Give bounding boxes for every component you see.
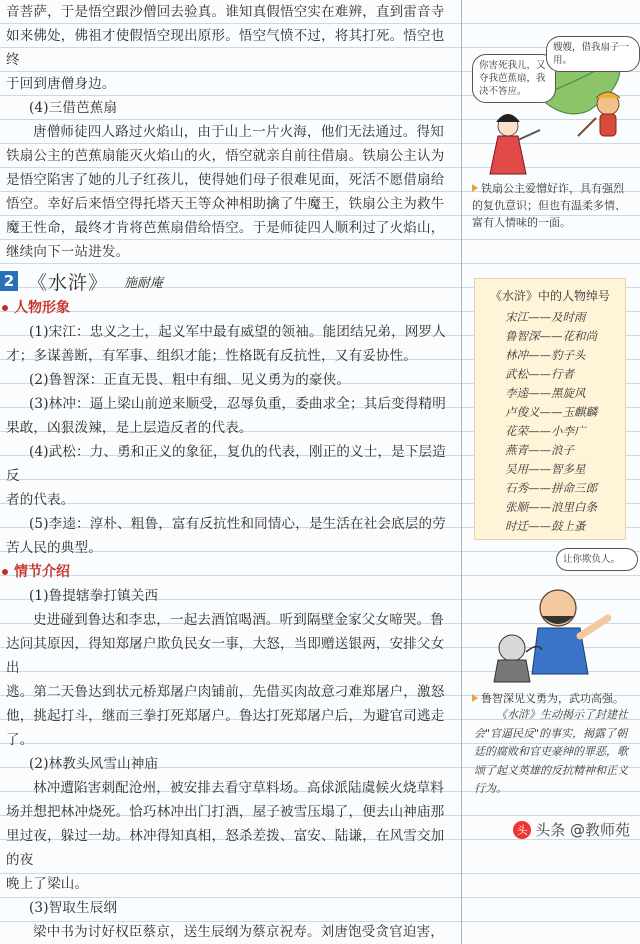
text-line: 里过夜，躲过一劫。林冲得知真相，怒杀差拨、富安、陆谦，在风雪交加的夜 bbox=[6, 828, 445, 868]
bullet-dot-icon bbox=[2, 305, 8, 311]
text-line: 晚上了梁山。 bbox=[6, 876, 89, 892]
text-line: (2)鲁智深：正直无畏、粗中有细、见义勇为的豪侠。 bbox=[28, 372, 351, 388]
caption-marker-icon bbox=[472, 694, 478, 702]
main-column bbox=[3, 0, 454, 944]
nickname-box-title: 《水浒》中的人物绰号 bbox=[489, 289, 610, 303]
book-title: 《水浒》 bbox=[28, 271, 109, 294]
section-number: 2 bbox=[0, 271, 18, 291]
nickname-item: 时迁——鼓上蚤 bbox=[505, 519, 586, 533]
text-line: 是悟空陷害了她的儿子红孩儿，使得她们母子很难见面，死活不愿借扇给 bbox=[6, 172, 445, 188]
text-line: 梁中书为讨好权臣蔡京，送生辰纲为蔡京祝寿。刘唐饱受贪官迫害， bbox=[33, 924, 444, 940]
text-line: 铁扇公主的芭蕉扇能灭火焰山的火，悟空就亲自前往借扇。铁扇公主认为 bbox=[6, 148, 445, 164]
author-name: 施耐庵 bbox=[124, 275, 164, 291]
speech-bubble-monkey: 嫂嫂，借我扇子一用。 bbox=[546, 36, 640, 72]
nickname-item: 燕青——浪子 bbox=[505, 443, 574, 457]
nickname-box bbox=[474, 278, 626, 540]
text-line: (5)李逵：淳朴、粗鲁，富有反抗性和同情心，是生活在社会底层的劳 bbox=[28, 516, 446, 532]
subheading-characters: 人物形象 bbox=[2, 296, 454, 320]
text-line: (1)宋江：忠义之士，起义军中最有威望的领袖。能团结兄弟，网罗人 bbox=[28, 324, 446, 340]
nickname-item: 花荣——小李广 bbox=[505, 424, 586, 438]
nickname-item: 林冲——豹子头 bbox=[505, 348, 586, 362]
section-heading bbox=[0, 266, 454, 296]
text-line: 音菩萨，于是悟空跟沙僧回去验真。谁知真假悟空实在难辨，直到雷音寺 bbox=[6, 4, 445, 20]
nickname-item: 张顺——浪里白条 bbox=[505, 500, 597, 514]
text-line: 唐僧师徒四人路过火焰山，由于山上一片火海，他们无法通过。得知 bbox=[33, 124, 444, 140]
nickname-item: 石秀——拼命三郎 bbox=[505, 481, 597, 495]
text-line: 于回到唐僧身边。 bbox=[6, 76, 116, 92]
subheading-plot: 情节介绍 bbox=[2, 560, 454, 584]
text-line: 果敢，凶狠泼辣，是上层造反者的代表。 bbox=[6, 420, 253, 436]
text-line: (4)武松：力、勇和正义的象征，复仇的代表，刚正的义士，是下层造反 bbox=[6, 444, 446, 484]
caption-marker-icon bbox=[472, 184, 478, 192]
toutiao-logo-icon: 头 bbox=[513, 821, 531, 839]
watermark bbox=[513, 819, 630, 840]
speech-bubble-lu: 让你欺负人。 bbox=[556, 548, 638, 571]
bullet-dot-icon bbox=[2, 569, 8, 575]
lu-zhishen-scene-icon bbox=[468, 556, 636, 684]
text-line: 苦人民的典型。 bbox=[6, 540, 102, 556]
speech-bubble-princess: 你害死我儿，又夺我芭蕉扇，我决不答应。 bbox=[472, 54, 556, 103]
caption-iron-fan: 铁扇公主爱憎好诈，具有强烈的复仇意识；但也有温柔多情、富有人情味的一面。 bbox=[472, 182, 626, 229]
item-title: (1)鲁提辖拳打镇关西 bbox=[28, 588, 159, 604]
item-title: (2)林教头风雪山神庙 bbox=[28, 756, 159, 772]
nickname-item: 武松——行者 bbox=[505, 367, 574, 381]
item-title: (3)智取生辰纲 bbox=[28, 900, 118, 916]
watermark-text: 头条 @教师苑 bbox=[535, 821, 630, 839]
text-line: 他，挑起打斗，继而三拳打死郑屠户。鲁达打死郑屠户后，为避官司逃走了。 bbox=[6, 708, 445, 748]
item-title: (4)三借芭蕉扇 bbox=[28, 100, 118, 116]
nickname-item: 卢俊义——玉麒麟 bbox=[505, 405, 597, 419]
text-line: 才；多谋善断，有军事、组织才能；性格既有反抗性，又有妥协性。 bbox=[6, 348, 417, 364]
nickname-item: 李逵——黑旋风 bbox=[505, 386, 586, 400]
text-line: 达问其原因，得知郑屠户欺负民女一事，大怒，当即赠送银两，安排父女出 bbox=[6, 636, 445, 676]
text-line: (3)林冲：逼上梁山前逆来顺受，忍辱负重，委曲求全；其后变得精明 bbox=[28, 396, 446, 412]
text-line: 逃。第二天鲁达到状元桥郑屠户肉铺前，先借买肉故意刁难郑屠户，激怒 bbox=[6, 684, 445, 700]
text-line: 悟空。幸好后来悟空得托塔天王等众神相助擒了牛魔王，铁扇公主为救牛 bbox=[6, 196, 445, 212]
text-line: 如来佛处，佛祖才使假悟空现出原形。悟空气愤不过，将其打死。悟空也终 bbox=[6, 28, 445, 68]
nickname-item: 吴用——智多星 bbox=[505, 462, 586, 476]
caption-lu-zhishen: 鲁智深见义勇为，武功高强。 bbox=[472, 690, 632, 707]
text-line: 史进碰到鲁达和李忠，一起去酒馆喝酒。听到隔壁金家父女啼哭。鲁 bbox=[33, 612, 444, 628]
nickname-list bbox=[475, 308, 625, 536]
text-line: 继续向下一站进发。 bbox=[6, 244, 130, 260]
nickname-item: 鲁智深——花和尚 bbox=[505, 329, 597, 343]
text-line: 者的代表。 bbox=[6, 492, 75, 508]
text-line: 魔王性命，最终才肯将芭蕉扇借给悟空。于是师徒四人顺利过了火焰山， bbox=[6, 220, 445, 236]
illustration-lu-zhishen bbox=[468, 556, 636, 684]
summary-note: 《水浒》生动揭示了封建社会"官逼民反"的事实，揭露了朝廷的腐败和官吏豪绅的罪恶，歌颂了起义英雄的反抗精神和正义行为。 bbox=[474, 708, 628, 795]
nickname-item: 宋江——及时雨 bbox=[505, 310, 586, 324]
text-line: 林冲遭陷害刺配沧州，被安排去看守草料场。高俅派陆虞候火烧草料 bbox=[33, 780, 444, 796]
text-line: 场并想把林冲烧死。恰巧林冲出门打酒，屋子被雪压塌了，便去山神庙那 bbox=[6, 804, 445, 820]
